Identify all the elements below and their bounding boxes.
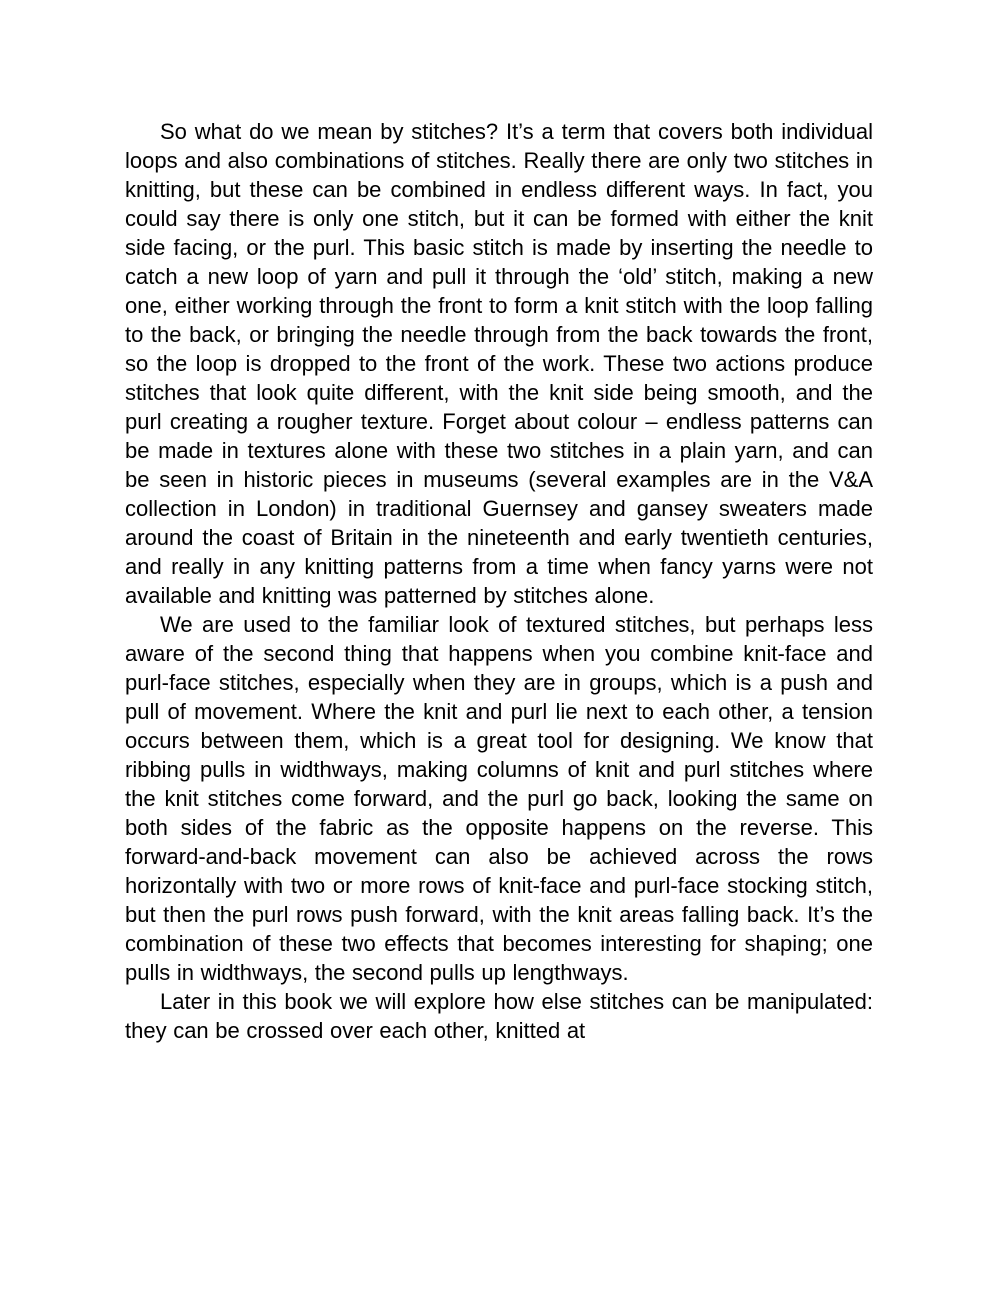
paragraph-textured-stitches: We are used to the familiar look of textured stitches, but perhaps less aware of the second thing that happens when you combine knit-face and purl-face stitches, especially when they are in groups, which is a push and pull of movement. Where the knit and purl lie next to each other, a tension occurs between them, which is a great tool for designing. We know that ribbing pulls in widthways, making columns of knit and purl stitches where the knit stitches come forward, and the purl go back, looking the same on both sides of the fabric as the opposite happens on the reverse. This forward-and-back movement can also be achieved across the rows horizontally with two or more rows of knit-face and purl-face stocking stitch, but then the purl rows push forward, with the knit areas falling back. It’s the combination of these two effects that becomes interesting for shaping; one pulls in widthways, the second pulls up lengthways. [125,612,873,985]
body-text [125,117,873,1045]
paragraph-stitches-definition: So what do we mean by stitches? It’s a term that covers both individual loops and also combinations of stitches. Really there are only two stitches in knitting, but these can be combined in endless different ways. In fact, you could say there is only one stitch, but it can be formed with either the knit side facing, or the purl. This basic stitch is made by inserting the needle to catch a new loop of yarn and pull it through the ‘old’ stitch, making a new one, either working through the front to form a knit stitch with the loop falling to the back, or bringing the needle through from the back towards the front, so the loop is dropped to the front of the work. These two actions produce stitches that look quite different, with the knit side being smooth, and the purl creating a rougher texture. Forget about colour – endless patterns can be made in textures alone with these two stitches in a plain yarn, and can be seen in historic pieces in museums (several examples are in the V&A collection in London) in traditional Guernsey and gansey sweaters made around the coast of Britain in the nineteenth and early twentieth centuries, and really in any knitting patterns from a time when fancy yarns were not available and knitting was patterned by stitches alone. [125,119,873,608]
paragraph-later-in-book: Later in this book we will explore how else stitches can be manipulated: they can be crossed over each other, knitted at [125,989,873,1043]
